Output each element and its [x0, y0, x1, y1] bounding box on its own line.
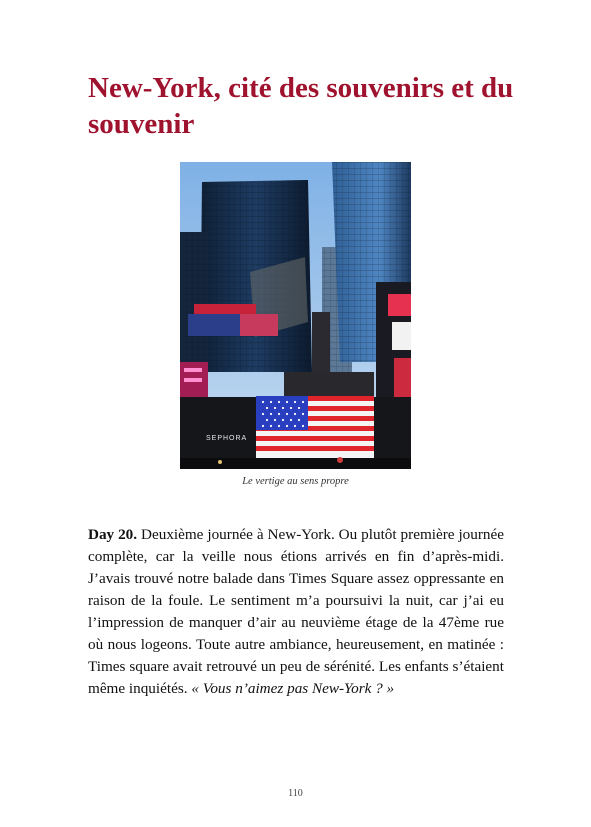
flag-sign [256, 396, 374, 458]
page-title: New-York, cité des souvenirs et du souvenir [88, 72, 514, 140]
photo-caption: Le vertige au sens propre [242, 476, 349, 487]
page-number: 110 [288, 788, 303, 799]
body-paragraph [88, 524, 504, 700]
day-label: Day 20. [88, 526, 138, 543]
sephora-sign: SEPHORA [206, 435, 248, 442]
times-square-photo [180, 162, 411, 469]
paragraph-text: Deuxième journée à New-York. Ou plutôt première journée complète, car la veille nous étions arrivés en fin d’après-midi. J’avais trouvé notre balade dans Times Square assez oppressante en raison de la foule. Le sentiment m’a poursuivi la nuit, car j’ai eu l’impression de manquer d’air au neuvième étage de la 47ème rue où nous logeons. Toute autre ambiance, heureusement, en matinée : Times square avait retrouvé un peu de sérénité. Les enfants s’étaient même inquiétés. [88, 526, 504, 697]
paragraph-quote: « Vous n’aimez pas New-York ? » [191, 680, 395, 697]
photo-illustration [180, 162, 411, 469]
